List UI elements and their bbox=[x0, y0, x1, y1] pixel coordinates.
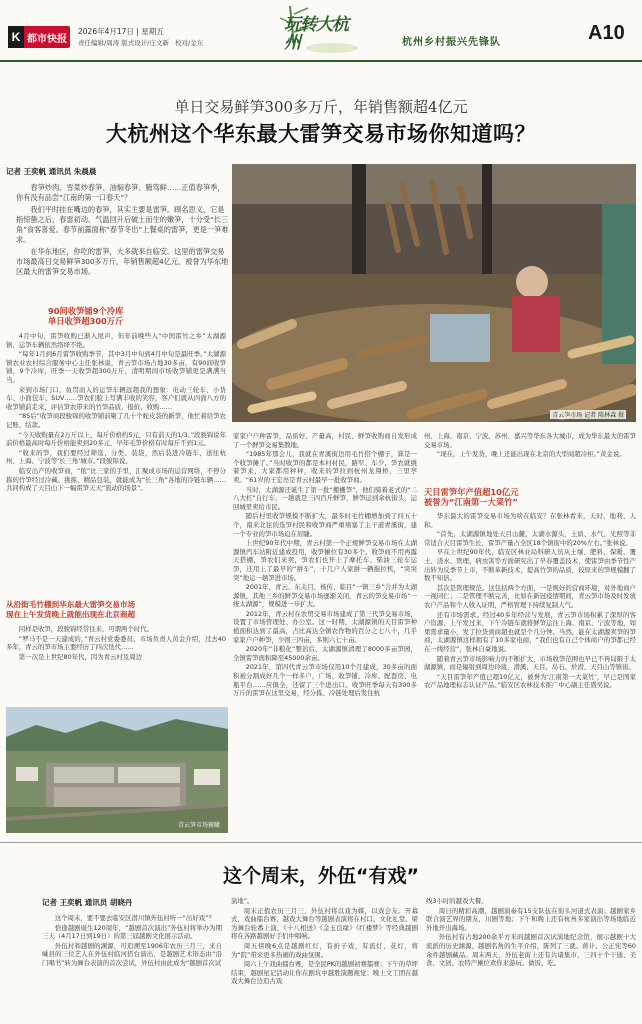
body-paragraph: 周五傍晚6点是越剧红灯，有折子戏，有流灯，花灯，将为“院”带来更多热闹的戏曲氛围。 bbox=[231, 941, 418, 959]
body-paragraph: 第一次是上世纪80年代，因为青云村及周边 bbox=[18, 652, 142, 661]
body-paragraph: 华东最大的雷笋交易市场为啥在临安？在张林看来，天时、地利、人和。 bbox=[424, 512, 636, 529]
story2-col3 bbox=[426, 897, 636, 969]
body-paragraph: “首先，太湖源镇地处天目山麓，太湖水源头，土质、水气、光照等非常适合天目雷笋生长，雷笋产量占全区18个镇街中的20%左右。”张林说。 bbox=[424, 530, 636, 547]
body-paragraph: “每年1月到6月雷笋收购季节，其中3月中旬到4月中旬是最旺季。”太湖源镇农业农村综合服务中心主任张林说，青云笋市场占地30多亩，有90间收笋铺，9个冷库，旺季一天收笋超300万斤，清明期间市场收笋铺更是满满当当。 bbox=[6, 350, 226, 384]
story1-byline: 记者 王奕帆 通讯员 朱晨晨 bbox=[6, 167, 97, 176]
main-photo-image bbox=[232, 164, 636, 422]
story1-kicker: 单日交易鲜笋300多万斤，年销售额超4亿元 bbox=[174, 98, 468, 116]
story-divider bbox=[0, 842, 642, 843]
story1-intro bbox=[16, 183, 230, 279]
subhead-1-line2: 单日收笋超300万斤 bbox=[48, 316, 124, 326]
body-paragraph: 来到市场门口，鱼贯而入的运笋车辆远超我的想象：电动三轮车、小货车、小面包车、SUV……笋农们脸上写满丰收的笑容，客户们就从四面八方的收笋铺前走来，评估笋农带来的竹笋品质、报价、收购…… bbox=[6, 385, 226, 411]
staff-line bbox=[78, 38, 203, 47]
column-logo bbox=[272, 2, 362, 56]
aerial-photo bbox=[6, 707, 228, 833]
intro-paragraph: 我们平时挂在嘴边的春笋，其实主要是雷笋。顾名思义，它是指惊蛰之后，春雷初动、气温回升后破土而生的嫩笋，十分受“长三角”食客喜爱。春节前露面称“春节冬出”上餐桌的雷笋，更是一笋难求。 bbox=[16, 205, 229, 244]
body-paragraph: 2020年“非粮化”整治后，太湖源镇清理了8000多亩笋园，全镇雷笋面积降至45000余亩。 bbox=[233, 645, 417, 662]
body-paragraph: 其次是管理规范。这包括两个方面，一是规好的营商环境，对外地商户一视同仁；二是管理不断完善，比如在新冠疫情期间，青云笋市场及时发放农户产品和个人收入证明，严格管理下持续复制人气。 bbox=[424, 583, 636, 609]
subhead-1-line1: 90间收笋铺9个冷库 bbox=[48, 306, 124, 316]
story2-col2 bbox=[231, 897, 418, 987]
body-paragraph: 外伍村有占地200余平方米的越剧首次试演地纪念馆，展示越剧十大流派的历史渊源、越剧名角的生平介绍，陈列了三就、蒋计、公正宪等60余件越剧藏品。周末两天，外伍老街上还有共诸集市，三四十个干通、美食、文创、农特产摊位欢你来游玩、做饭、吃。 bbox=[426, 933, 636, 968]
column-logo-text: 玩转大杭州 bbox=[284, 15, 348, 53]
body-paragraph: 同样是收笋，段骏锦经常往来，可谓两个时代。 bbox=[18, 625, 153, 633]
body-paragraph: 2021年，第四代青云笋市场仅用10个月建成，30多亩的面积被分割成好几个一样多户，广场、收笋铺、冷库、配套房、电瓶平台……应俱全，还留了三个进出口。收笋旺季每天有300多万斤的雷笋在这里交易，经分拣、冷链处理后发往杭 bbox=[233, 663, 417, 698]
story1-col2 bbox=[233, 432, 417, 699]
aerial-photo-image bbox=[6, 707, 228, 833]
body-paragraph: 当时，太湖源还诞生了第一批“搬栅笋”，他们骑着老式的“二八大杠”自行车，一趟就是三四百斤鲜笋，鲜笋运到余杭街头，运回城里卖给市民。 bbox=[233, 485, 417, 511]
story1-col3a bbox=[424, 432, 636, 460]
body-paragraph: “1985年那会儿，我就在青溪街边用毛竹搭个棚子，算是一个收笋摊了。”当时收笋的都是本村村民，路窄、车少，笋农就挑着笋来，大家都用秤秤，收来的笋拉到杭州龙翔桥、三里亭卖。“61岁的王宏亮是青云村最早一批收笋商。 bbox=[233, 450, 417, 484]
body-paragraph: 外伍村和越剧的渊源，可追溯至1906年农历三月三，来自嵊县的三位艺人在外伍村临河搭台演出，是越剧艺术形态由“沿门唱书”转为舞台表演的首次尝试，外伍村由此成为“越剧首次试 bbox=[42, 941, 222, 967]
main-photo-caption: 青云笋市场 记者 陈林森 摄 bbox=[552, 412, 624, 419]
page-number: A10 bbox=[588, 22, 625, 44]
story2-headline: 这个周末，外伍“有戏” bbox=[223, 865, 419, 887]
aerial-photo-caption: 青云笋市场俯瞰 bbox=[177, 822, 220, 829]
body-paragraph: 还有市场需求。经过40多年经营与发展，青云笋市场积累了深厚的客户资源，上午发过来，下午冷链车就将鲜笋运往上海、南京、宁波等地，如果需求量小，发了拉货到商超也就是个几分钟。当然，能在太湖源卖笋的笋商，太湖源镇这样拥有了10多家电商，“我们也有自己个体商户的笋都已经在一线经营”，张林自豪地说。 bbox=[424, 610, 636, 653]
body-paragraph: 周六上午戏曲擂台赛，是全民PK的越剧初赛擂赛；下午的草坪结束，越剧星记活动让你在剧坑中越胜演题视觉；晚上文工团在越戏大舞台边追古戏 bbox=[231, 960, 418, 986]
body-paragraph: “今天收购量在2万斤以上，每斤价格约5元，只有前天的1/3。”段骏锦说年前价格最高时每斤价格能卖到20多元，早年毛笋价格有时每斤不到1元。 bbox=[6, 430, 226, 448]
intro-paragraph: 在华东地区，你吃的雷笋，大多就来自临安。这里的雷笋交易市场最高日交易鲜笋300多万斤，年销售额超4亿元，被誉为华东地区最大的雷笋交易市场。 bbox=[16, 247, 229, 276]
body-paragraph: “85后”收笋商段骏锦的收笋铺前聚了几十个蛇皮袋的新笋，他忙着给笋农记账、结款。 bbox=[6, 412, 226, 429]
body-paragraph: 上世纪90年代中期，青云村第一个正规鲜笋交易市场在太湖源镇汽车站附近建成投用，收笋摊位有30多个。收笋商不用再露天搭棚，笋农们来卖，笋农们也开上了摩托车、柴油三轮车运笋，还用上了最早的“拼车”，十几户人家拼一辆拖拉机，“突突突”地运一趟笋进市场。 bbox=[233, 539, 417, 582]
subhead-3-line2: 被誉为“江南第一大菜竹” bbox=[424, 497, 518, 507]
body-paragraph: 这个周末，要不要去临安区潜川镇外伍村听一“出好戏”？ bbox=[54, 914, 215, 922]
story1-col1b bbox=[6, 625, 226, 662]
body-paragraph: “收来的笋，我们要经过筛选、分类、装袋，然后装进冷链车，送往杭州、上海、宁波等‘长三角’城市。”段骏锦说。 bbox=[6, 448, 226, 466]
body-paragraph: “罗马不是一天建成的，”青云村党委委员、市场负责人黄金介绍，过去40多年，青云的笋市场主要经历了四次迭代…… bbox=[6, 634, 226, 652]
story2-byline: 记者 王奕帆 通讯员 胡晓丹 bbox=[42, 898, 133, 907]
subhead-2 bbox=[6, 600, 228, 620]
section-slogan: 杭州乡村振兴先锋队 bbox=[402, 37, 501, 48]
story1-col1 bbox=[6, 332, 226, 494]
body-paragraph: 2012年，青云村在农贸交易市场建成了第三代笋交易市场，设置了市场管理处、办公室。这一时期，太湖源镇的天目雷笋种植面积达到了最高，占比高达全镇农作物的百分之七八十，几乎家家户户种笋，少则三四亩，多则六七十亩。 bbox=[233, 609, 417, 644]
logo-text: 都市快报 bbox=[27, 33, 67, 45]
logo bbox=[8, 26, 70, 48]
body-paragraph: 随后村里收笋规模不断扩大，最多时毛竹棚增加到了四五十个，南来北往的选笋村民和收笋商严重堵塞了主干道青溪街，建一个专业的笋市场迫在眉睫。 bbox=[233, 512, 417, 538]
story1-col3b bbox=[424, 512, 636, 691]
proofreader-credit: 校对/金东 bbox=[175, 39, 204, 47]
masthead-rule bbox=[0, 60, 642, 62]
story1-headline: 大杭州这个华东最大雷笋交易市场你知道吗？ bbox=[106, 122, 536, 146]
body-paragraph: 演地”。 bbox=[231, 897, 254, 905]
body-paragraph: 随着青云笋市场影响力的不断扩大，市场收笋范围也早已不再局限于太湖源镇，而是辐射到周边玲珑、潜溪、天目、岛石、於潜、天目山等镇街。 bbox=[424, 654, 636, 672]
subhead-2-line2: 现在上午发货晚上就能出现在北京商超 bbox=[6, 610, 136, 619]
body-paragraph: 家家户户种雷笋，品质好、产量高，村民、鲜笋收购商自发形成了一个鲜笋交易集散地。 bbox=[233, 432, 417, 449]
body-paragraph: 早在上世纪90年代，临安区林业局科研人员从土壤、肥料、保暖、覆土、浇水、管理、病虫害等方面研究出了早春覆盖技术，使雷笋由季节性产出转为反季节上市，不断革新技术，提高竹笋的品质，较原来的笋规模翻了数不知倍。 bbox=[424, 548, 636, 583]
body-paragraph: 线3小时的越戏大餐。 bbox=[426, 897, 488, 905]
story2-col1 bbox=[42, 914, 222, 969]
body-paragraph: 4月中旬，雷笋收购已渐入尾声，但年前晚些入“中国雷竹之乡”太湖源镇，运笋车辆依然络绎不绝。 bbox=[6, 332, 226, 349]
editor-credit: 责任编辑/周涛 版式设计/庄文新 bbox=[78, 39, 169, 47]
body-paragraph: 州、上海、南京、宁波、苏州、嘉兴等华东各大城市，成为华东最大的雷笋交易市场。 bbox=[424, 432, 636, 449]
subhead-2-line1: 从沿街毛竹棚到华东最大雷笋交易市场 bbox=[6, 600, 136, 609]
masthead bbox=[0, 0, 642, 62]
intro-paragraph: 春笋炒肉、雪菜炒春笋、油焖春笋、腌笃鲜……正值春笋季，你有没有品尝“江南的第一口春天”？ bbox=[16, 183, 225, 202]
body-paragraph: 2001年，青云、东关目、杨传、临目“一镇三乡”合并为太湖源镇，其他三乡的鲜笋交易市场逐渐关闭，青云的笋交易市场“一统太湖源”，规模进一步扩大。 bbox=[233, 583, 417, 609]
body-paragraph: “天目雷笋年产值已超10亿元，被誉为‘江南第一大菜竹’，早已是国家农产品地理标志认证产品。”临安区农林技术推广中心副主任盛吴说。 bbox=[424, 672, 636, 690]
body-paragraph: 临安出产的收笋商，“侬”比三家的手里，汇聚成市场的运营网络，不停分拣的竹笋经过冷藏、挑拣、精品包装，就能成为“长三角”各地的冷链车辆……共同构成了天目山下一幅雷笋天天“流动的场景”。 bbox=[6, 466, 226, 493]
subhead-1 bbox=[48, 306, 228, 326]
body-paragraph: “现在，上午发货，晚上还能出现在北京的大型商超冷柜。”黄金说。 bbox=[436, 450, 626, 459]
body-paragraph: 周日的精彩高潮，越剧演奏有15支队伍在街头河道式表演；越剧家乡联合演艺界的朋友，川剧等地；下午和晚上还有杭州多家演出等场地临近外地开出海场。 bbox=[426, 906, 636, 932]
logo-k-icon: K bbox=[8, 26, 24, 48]
main-photo bbox=[232, 164, 636, 422]
subhead-3-line1: 天目雷笋年产值超10亿元 bbox=[424, 487, 519, 497]
subhead-3 bbox=[424, 487, 636, 507]
body-paragraph: 周末正值农历三月三，外伍村将以戏为媒，以戏会友。开幕式，戏曲擂台赛、越戏大舞台等越剧表演将在村口、文化礼堂、梁为舞台轮番上演，《十八相送》《金玉良缘》《红楼梦》等经典越剧将在各路越剧好手们中唱响。 bbox=[231, 906, 418, 941]
body-paragraph: 恰逢越剧诞生120周年，“越剧首次演出”外伍村将举办为期三天（4月17日到19日）的第三届越剧文化展示活动。 bbox=[42, 923, 222, 941]
date-line: 2026年4月17日 | 星期五 bbox=[78, 27, 164, 36]
